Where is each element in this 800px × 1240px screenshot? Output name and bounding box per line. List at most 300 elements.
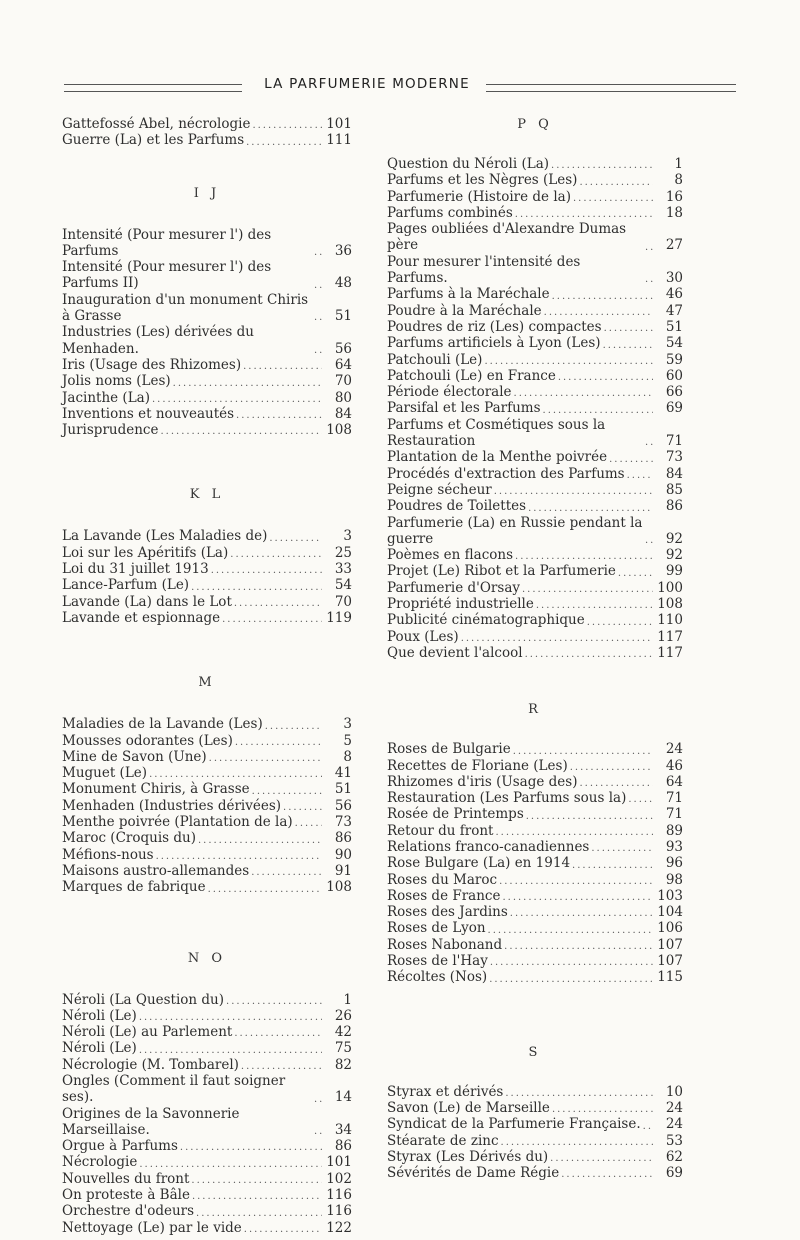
page-number: 66 [665, 384, 683, 401]
entry-title: Lavande et espionnage [62, 609, 221, 626]
entry-title: La Lavande (Les Maladies de) [62, 528, 268, 545]
dot-leader [604, 322, 653, 335]
index-entry [387, 937, 683, 953]
page-number: 90 [334, 846, 352, 863]
dot-leader [627, 469, 653, 482]
entry-title: Parsifal et les Parfums [387, 400, 541, 417]
entry-title: Orgue à Parfums [62, 1138, 178, 1155]
index-entry [62, 132, 352, 148]
index-entry [62, 733, 352, 749]
index-entry [387, 352, 683, 368]
dot-leader [314, 344, 322, 357]
dot-leader [504, 940, 653, 953]
entry-title: Peigne sécheur [387, 481, 492, 498]
page-number: 24 [665, 741, 683, 758]
index-entry [62, 422, 352, 438]
index-entry [62, 1057, 352, 1073]
running-title: LA PARFUMERIE MODERNE [264, 76, 470, 92]
index-entry [387, 1149, 683, 1165]
page-number: 70 [334, 593, 352, 610]
entry-title: Jolis noms (Les) [62, 373, 171, 390]
entry-title: Parfums combinés [387, 204, 513, 221]
dot-leader [295, 817, 322, 830]
page-number: 33 [334, 561, 352, 578]
dot-leader [139, 1158, 322, 1171]
entry-title: Parfumerie (La) en Russie pendant la guerre [387, 514, 643, 547]
index-column-right [387, 116, 683, 1181]
dot-leader [561, 1168, 653, 1181]
entry-title: Rosée de Printemps [387, 806, 524, 823]
dot-leader [525, 648, 653, 661]
dot-leader [198, 834, 322, 847]
index-entry [62, 116, 352, 132]
index-entry [387, 1133, 683, 1149]
entry-title: Orchestre d'odeurs [62, 1203, 195, 1220]
header-rule-right [486, 84, 736, 92]
page-number: 69 [665, 400, 683, 417]
index-entry [62, 545, 352, 561]
index-entry [387, 1084, 683, 1100]
page-number: 69 [665, 1165, 683, 1182]
page-number: 108 [657, 596, 683, 613]
page-number: 8 [343, 748, 352, 765]
entry-title: Roses des Jardins [387, 904, 508, 921]
page-number: 91 [334, 862, 352, 879]
dot-leader [645, 436, 653, 449]
index-entry [387, 368, 683, 384]
index-entry [387, 335, 683, 351]
page-number: 80 [334, 389, 352, 406]
index-entry [62, 847, 352, 863]
dot-leader [501, 1136, 653, 1149]
entry-title: Publicité cinématographique [387, 612, 585, 629]
page-number: 60 [665, 367, 683, 384]
entry-title: Néroli (Le) [62, 1007, 137, 1024]
entry-title: Néroli (Le) au Parlement [62, 1024, 233, 1041]
entry-title: Monument Chiris, à Grasse [62, 781, 250, 798]
index-entry [387, 1116, 683, 1132]
page-number: 100 [657, 579, 683, 596]
page-number: 108 [326, 879, 352, 896]
entry-title: Parfums et les Nègres (Les) [387, 172, 578, 189]
index-entry [387, 645, 683, 661]
index-section [387, 701, 683, 985]
dot-leader [160, 425, 322, 438]
page-number: 89 [665, 822, 683, 839]
page-number: 36 [334, 242, 352, 259]
entry-title: Guerre (La) et les Parfums [62, 132, 245, 149]
index-entry [62, 390, 352, 406]
entry-title: Nouvelles du front [62, 1170, 190, 1187]
dot-leader [314, 279, 322, 292]
page-number: 3 [343, 528, 352, 545]
page-number: 115 [657, 969, 683, 986]
index-entry [62, 716, 352, 732]
page-number: 27 [665, 237, 683, 254]
section-heading: N O [187, 950, 227, 966]
page-number: 101 [326, 1154, 352, 1171]
dot-leader [579, 777, 653, 790]
page-number: 75 [334, 1040, 352, 1057]
page-number: 92 [665, 547, 683, 564]
index-entry [387, 498, 683, 514]
page-number: 25 [334, 544, 352, 561]
dot-leader [645, 273, 653, 286]
page-number: 34 [334, 1121, 352, 1138]
dot-leader [591, 842, 653, 855]
entry-title: Lance-Parfum (Le) [62, 577, 190, 594]
index-entry [62, 1106, 352, 1139]
page-number: 10 [665, 1083, 683, 1100]
index-entry [62, 610, 352, 626]
dot-leader [618, 567, 653, 580]
page-number: 73 [665, 449, 683, 466]
index-entry [387, 1100, 683, 1116]
entry-title: Période électorale [387, 384, 512, 401]
page-number: 47 [665, 302, 683, 319]
entry-title: Rose Bulgare (La) en 1914 [387, 855, 571, 872]
page-number: 110 [657, 612, 683, 629]
entry-title: Parfums artificiels à Lyon (Les) [387, 335, 601, 352]
dot-leader [543, 404, 653, 417]
entry-title: Parfums à la Maréchale [387, 286, 550, 303]
index-entry [62, 528, 352, 544]
page-number: 104 [657, 904, 683, 921]
page-number: 122 [326, 1219, 352, 1236]
entry-title: Que devient l'alcool [387, 644, 523, 661]
entry-title: Styrax (Les Dérivés du) [387, 1148, 549, 1165]
index-entry [62, 1040, 352, 1056]
dot-leader [265, 720, 322, 733]
index-entry [62, 1008, 352, 1024]
entry-title: Nécrologie [62, 1154, 138, 1171]
dot-leader [528, 502, 653, 515]
index-entry [62, 406, 352, 422]
page-number: 108 [326, 422, 352, 439]
index-section [387, 1044, 683, 1182]
section-heading: P Q [517, 117, 553, 132]
dot-leader [314, 246, 322, 259]
dot-leader [579, 176, 653, 189]
entry-title: Rhizomes d'iris (Usage des) [387, 773, 578, 790]
dot-leader [246, 136, 322, 149]
dot-leader [244, 1223, 322, 1236]
page-number: 106 [657, 920, 683, 937]
dot-leader [502, 891, 653, 904]
dot-leader [269, 532, 322, 545]
dot-leader [490, 956, 653, 969]
entry-title: Loi du 31 juillet 1913 [62, 561, 209, 578]
dot-leader [191, 581, 322, 594]
entry-title: Poudre à la Maréchale [387, 302, 542, 319]
index-entry [387, 449, 683, 465]
page-number: 53 [665, 1132, 683, 1149]
index-entry [62, 1203, 352, 1219]
dot-leader [558, 371, 653, 384]
index-entry [387, 482, 683, 498]
entry-title: Recettes de Floriane (Les) [387, 757, 568, 774]
entry-title: Poux (Les) [387, 628, 459, 645]
page-number: 3 [343, 716, 352, 733]
dot-leader [544, 306, 653, 319]
index-section [62, 674, 352, 895]
index-entry [387, 741, 683, 757]
dot-leader [552, 1103, 653, 1116]
entry-title: Question du Néroli (La) [387, 156, 550, 172]
dot-leader [489, 973, 653, 986]
dot-leader [522, 583, 653, 596]
index-entry [387, 580, 683, 596]
entry-title: Nécrologie (M. Tombarel) [62, 1056, 239, 1073]
dot-leader [211, 564, 322, 577]
index-entry [62, 1220, 352, 1236]
entry-title: Origines de la Savonnerie Marseillaise. [62, 1105, 240, 1138]
page-number: 71 [665, 806, 683, 823]
entry-title: Patchouli (Le) en France [387, 367, 556, 384]
page-number: 86 [665, 498, 683, 515]
page-number: 86 [334, 1138, 352, 1155]
dot-leader [173, 377, 322, 390]
index-entry [387, 823, 683, 839]
entry-title: Inauguration d'un monument Chiris à Grasse [62, 291, 309, 325]
header-rule-left [64, 84, 242, 92]
entry-title: Restauration (Les Parfums sous la) [387, 790, 627, 807]
page-number: 111 [326, 132, 352, 149]
entry-title: Procédés d'extraction des Parfums [387, 465, 625, 482]
entry-title: Méfions-nous [62, 846, 154, 863]
entry-title: Retour du front [387, 822, 494, 839]
dot-leader [252, 119, 322, 132]
entry-title: Roses de Lyon [387, 920, 486, 937]
dot-leader [236, 409, 322, 422]
dot-leader [572, 859, 653, 872]
index-section [62, 950, 352, 1236]
entry-title: Relations franco-canadiennes [387, 838, 590, 855]
index-entry [62, 324, 352, 357]
entry-title: Roses de l'Hay [387, 953, 488, 970]
page-number: 92 [665, 530, 683, 547]
index-entry [62, 259, 352, 292]
dot-leader [603, 339, 653, 352]
dot-leader [461, 632, 653, 645]
index-entry [387, 969, 683, 985]
index-entry [387, 400, 683, 416]
index-entry [387, 1165, 683, 1181]
entry-title: Menthe poivrée (Plantation de la) [62, 814, 293, 831]
page-number: 71 [665, 433, 683, 450]
dot-leader [515, 550, 653, 563]
dot-leader [643, 1120, 653, 1133]
index-entry [387, 790, 683, 806]
index-entry [387, 774, 683, 790]
entry-title: Syndicat de la Parfumerie Française. [387, 1116, 641, 1133]
entry-title: Parfums et Cosmétiques sous la Restauration [387, 416, 606, 450]
section-heading: K L [189, 487, 225, 503]
dot-leader [209, 752, 322, 765]
page-number: 64 [334, 356, 352, 373]
dot-leader [494, 485, 653, 498]
entry-title: Sévérités de Dame Régie [387, 1165, 560, 1182]
page-number: 107 [657, 936, 683, 953]
entry-title: Roses de Bulgarie [387, 741, 511, 758]
index-entry [387, 319, 683, 335]
entry-title: Roses de France [387, 887, 501, 904]
page-number: 119 [326, 609, 352, 626]
index-section [62, 185, 352, 439]
dot-leader [314, 1125, 322, 1138]
index-entry [387, 920, 683, 936]
page-number: 84 [665, 465, 683, 482]
page-number: 85 [665, 481, 683, 498]
page-number: 116 [326, 1187, 352, 1204]
entry-title: Parfumerie d'Orsay [387, 579, 520, 596]
dot-leader [484, 355, 653, 368]
dot-leader [628, 793, 653, 806]
index-entry [62, 1138, 352, 1154]
dot-leader [573, 192, 653, 205]
dot-leader [196, 1207, 322, 1220]
entry-title: Néroli (Le) [62, 1040, 137, 1057]
dot-leader [314, 311, 322, 324]
dot-leader [550, 1152, 653, 1165]
dot-leader [241, 1060, 322, 1073]
entry-title: Maisons austro-allemandes [62, 862, 250, 879]
dot-leader [536, 599, 653, 612]
page-number: 59 [665, 351, 683, 368]
index-entry [387, 254, 683, 287]
index-entry [62, 1171, 352, 1187]
index-entry [387, 612, 683, 628]
index-entry [62, 292, 352, 325]
entry-title: Jurisprudence [62, 422, 159, 439]
page-number: 5 [343, 732, 352, 749]
index-section [387, 116, 683, 661]
page-number: 24 [665, 1116, 683, 1133]
entry-title: Styrax et dérivés [387, 1083, 504, 1100]
entry-title: Intensité (Pour mesurer l') des Parfums [62, 226, 272, 259]
entry-title: Poudres de riz (Les) compactes [387, 318, 602, 335]
dot-leader [570, 761, 653, 774]
index-entry [62, 561, 352, 577]
index-entry [62, 227, 352, 260]
entry-title: Mousses odorantes (Les) [62, 732, 233, 749]
entry-title: Savon (Le) de Marseille [387, 1099, 550, 1116]
dot-leader [283, 801, 322, 814]
entry-title: Nettoyage (Le) par le vide [62, 1219, 242, 1236]
page-number: 56 [334, 797, 352, 814]
index-entry [387, 156, 683, 172]
running-header [0, 74, 800, 98]
index-entry [387, 855, 683, 871]
dot-leader [208, 883, 322, 896]
index-entry [387, 758, 683, 774]
entry-title: Maroc (Croquis du) [62, 830, 196, 847]
entry-title: Mine de Savon (Une) [62, 748, 207, 765]
index-entry [387, 303, 683, 319]
index-entry [387, 888, 683, 904]
page-number: 1 [674, 156, 683, 172]
entry-title: Marques de fabrique [62, 879, 206, 896]
dot-leader [222, 613, 322, 626]
entry-title: Muguet (Le) [62, 765, 148, 782]
dot-leader [645, 534, 653, 547]
index-entry [387, 417, 683, 450]
page-number: 42 [334, 1024, 352, 1041]
page-number: 70 [334, 373, 352, 390]
page-number: 116 [326, 1203, 352, 1220]
index-entry [387, 466, 683, 482]
page-number: 73 [334, 814, 352, 831]
dot-leader [226, 995, 322, 1008]
entry-title: Jacinthe (La) [62, 389, 150, 406]
dot-leader [499, 875, 653, 888]
index-entry [62, 814, 352, 830]
section-heading: I J [193, 185, 221, 201]
page-number: 84 [334, 405, 352, 422]
page-number: 8 [674, 172, 683, 189]
index-entry [387, 629, 683, 645]
index-entry [387, 172, 683, 188]
page-number: 98 [665, 871, 683, 888]
index-entry [62, 357, 352, 373]
page-number: 71 [665, 790, 683, 807]
index-entry [62, 992, 352, 1008]
index-entry [387, 806, 683, 822]
dot-leader [180, 1141, 322, 1154]
dot-leader [495, 826, 653, 839]
index-entry [62, 781, 352, 797]
page-number: 24 [665, 1099, 683, 1116]
dot-leader [251, 866, 322, 879]
index-entry [387, 953, 683, 969]
dot-leader [488, 924, 653, 937]
entry-title: Loi sur les Apéritifs (La) [62, 544, 229, 561]
dot-leader [552, 290, 653, 303]
dot-leader [526, 810, 653, 823]
dot-leader [514, 387, 653, 400]
entry-title: Intensité (Pour mesurer l') des Parfums II) [62, 259, 272, 292]
entry-title: Plantation de la Menthe poivrée [387, 449, 608, 466]
page-number: 54 [665, 335, 683, 352]
section-heading: S [528, 1044, 542, 1060]
dot-leader [149, 768, 322, 781]
dot-leader [191, 1174, 322, 1187]
entry-title: Lavande (La) dans le Lot [62, 593, 232, 610]
entry-title: Iris (Usage des Rhizomes) [62, 356, 242, 373]
index-entry [62, 879, 352, 895]
dot-leader [156, 850, 322, 863]
page-number: 14 [334, 1089, 352, 1106]
index-entry [387, 189, 683, 205]
dot-leader [252, 785, 322, 798]
entry-title: Stéarate de zinc [387, 1132, 499, 1149]
index-entry [387, 384, 683, 400]
dot-leader [510, 907, 653, 920]
index-entry [387, 205, 683, 221]
index-entry [387, 221, 683, 254]
page-number: 99 [665, 563, 683, 580]
section-heading: R [528, 702, 542, 718]
index-entry [387, 547, 683, 563]
page-number: 117 [657, 644, 683, 661]
page-number: 103 [657, 887, 683, 904]
page-number: 96 [665, 855, 683, 872]
index-section [62, 486, 352, 626]
page-number: 46 [665, 286, 683, 303]
index-entry [62, 749, 352, 765]
index-entry [62, 830, 352, 846]
entry-title: Néroli (La Question du) [62, 991, 225, 1008]
